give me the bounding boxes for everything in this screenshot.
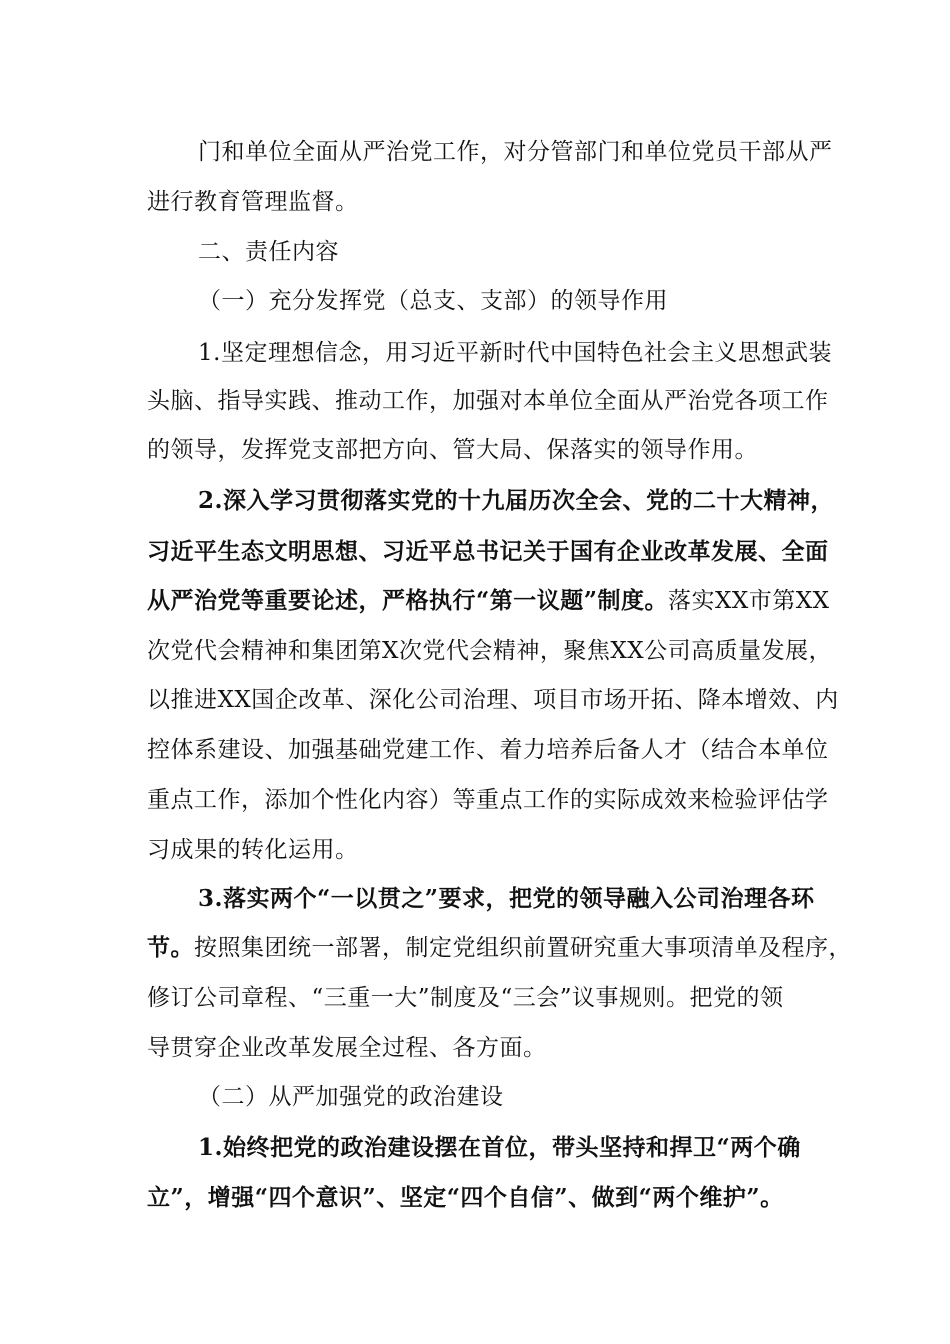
- body-line: 门和单位全面从严治党工作，对分管部门和单位党员干部从严: [198, 139, 833, 165]
- body-line: 以推进XX国企改革、深化公司治理、项目市场开拓、降本增效、内: [147, 687, 839, 713]
- mixed-line: [147, 933, 852, 963]
- body-line: 重点工作，添加个性化内容）等重点工作的实际成效来检验评估学: [147, 787, 829, 813]
- section-heading: 二、责任内容: [198, 239, 339, 265]
- body-line: 进行教育管理监督。: [147, 189, 359, 215]
- normal-span: 落实XX市第XX: [667, 588, 830, 614]
- subsection-heading: （一）充分发挥党（总支、支部）的领导作用: [198, 288, 668, 314]
- mixed-line: [147, 586, 829, 616]
- bold-line: 1.始终把党的政治建设摆在首位，带头坚持和捍卫“两个确: [198, 1134, 801, 1161]
- body-line: 头脑、指导实践、推动工作，加强对本单位全面从严治党各项工作: [147, 388, 829, 414]
- body-line: 控体系建设、加强基础党建工作、着力培养后备人才（结合本单位: [147, 737, 829, 763]
- body-line: 修订公司章程、“三重一大”制度及“三会”议事规则。把党的领: [147, 985, 784, 1011]
- subsection-heading: （二）从严加强党的政治建设: [198, 1084, 504, 1110]
- bold-line: 立”，增强“四个意识”、坚定“四个自信”、做到“两个维护”。: [147, 1184, 784, 1211]
- body-line: 次党代会精神和集团第X次党代会精神，聚焦XX公司高质量发展，: [147, 638, 833, 664]
- body-line: 导贯穿企业改革发展全过程、各方面。: [147, 1035, 547, 1061]
- bold-line: 习近平生态文明思想、习近平总书记关于国有企业改革发展、全面: [147, 538, 829, 565]
- bold-span: 从严治党等重要论述，严格执行“第一议题”制度。: [147, 587, 668, 614]
- body-line: 的领导，发挥党支部把方向、管大局、保落实的领导作用。: [147, 437, 758, 463]
- bold-line: 2.深入学习贯彻落实党的十九届历次全会、党的二十大精神，: [198, 487, 835, 514]
- bold-span: 节。: [147, 934, 194, 961]
- normal-span: 按照集团统一部署，制定党组织前置研究重大事项清单及程序，: [194, 935, 852, 961]
- body-line: 习成果的转化运用。: [147, 837, 359, 863]
- body-line: 1.坚定理想信念，用习近平新时代中国特色社会主义思想武装: [198, 340, 832, 366]
- bold-line: 3.落实两个“一以贯之”要求，把党的领导融入公司治理各环: [198, 885, 815, 912]
